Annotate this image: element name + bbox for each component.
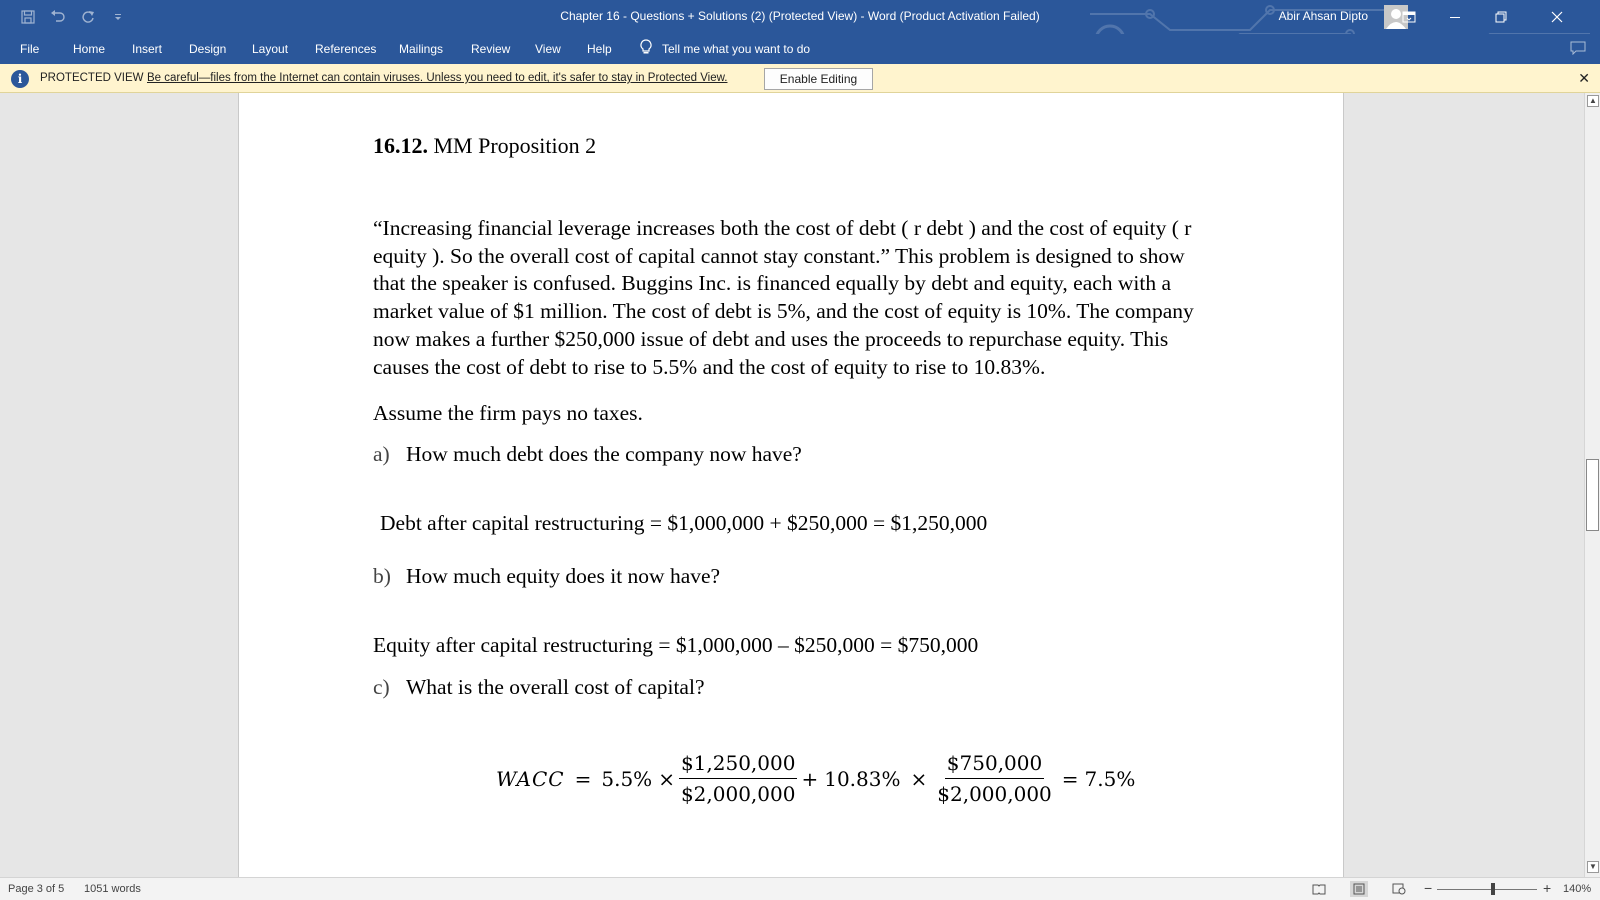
page-count[interactable]: Page 3 of 5 xyxy=(8,883,65,895)
close-protected-bar-icon[interactable]: ✕ xyxy=(1578,70,1590,86)
web-layout-icon[interactable] xyxy=(1390,881,1408,897)
user-name[interactable]: Abir Ahsan Dipto xyxy=(1278,9,1368,23)
enable-editing-button[interactable]: Enable Editing xyxy=(764,68,873,90)
protected-view-bar xyxy=(0,64,1600,93)
protected-view-label: PROTECTED VIEW xyxy=(40,72,144,84)
assumption-text: Assume the firm pays no taxes. xyxy=(373,401,643,425)
question-b-letter: b) xyxy=(373,564,391,588)
question-a xyxy=(373,442,802,467)
zoom-in-button[interactable]: + xyxy=(1543,880,1552,896)
question-b-text: How much equity does it now have? xyxy=(406,564,721,588)
document-title: Chapter 16 - Questions + Solutions (2) (Protected View) - Word (Product Activation Failed) xyxy=(560,9,1040,23)
tab-view[interactable]: View xyxy=(535,42,561,56)
tab-design[interactable]: Design xyxy=(189,42,227,56)
print-layout-icon[interactable] xyxy=(1350,881,1368,897)
zoom-slider-thumb[interactable] xyxy=(1491,883,1495,895)
status-bar xyxy=(0,877,1600,900)
formula-lhs: WACC xyxy=(496,766,565,791)
tab-layout[interactable]: Layout xyxy=(252,42,289,56)
question-a-text: How much debt does the company now have? xyxy=(406,442,802,466)
tab-review[interactable]: Review xyxy=(471,42,511,56)
question-c-text: What is the overall cost of capital? xyxy=(406,675,705,699)
protected-view-message-link[interactable]: Be careful—files from the Internet can contain viruses. Unless you need to edit, it's safer to stay in Protected View. xyxy=(147,72,728,84)
formula-times: × xyxy=(910,766,928,791)
fraction-denominator: $2,000,000 xyxy=(937,782,1052,806)
title-bar xyxy=(0,0,1600,34)
formula-cost-of-equity: 10.83% xyxy=(824,766,901,791)
section-heading xyxy=(373,133,596,159)
scroll-up-icon[interactable]: ▲ xyxy=(1587,95,1599,107)
ribbon-display-options-icon[interactable] xyxy=(1386,0,1432,34)
tab-references[interactable]: References xyxy=(315,42,377,56)
formula-plus: + xyxy=(801,766,819,791)
formula-times: × xyxy=(658,766,675,791)
heading-number: 16.12. xyxy=(373,133,428,158)
heading-text: MM Proposition 2 xyxy=(428,133,597,158)
read-mode-icon[interactable] xyxy=(1310,881,1328,897)
formula-equals: = xyxy=(1061,766,1079,791)
formula-result: 7.5% xyxy=(1084,766,1136,791)
vertical-scrollbar[interactable] xyxy=(1584,93,1600,877)
question-a-letter: a) xyxy=(373,442,390,466)
fraction-denominator: $2,000,000 xyxy=(680,782,796,806)
document-area xyxy=(0,93,1584,877)
tab-home[interactable]: Home xyxy=(73,42,106,56)
minimize-icon[interactable] xyxy=(1432,0,1478,34)
lightbulb-icon xyxy=(640,39,652,58)
tab-help[interactable]: Help xyxy=(587,42,612,56)
restore-icon[interactable] xyxy=(1478,0,1524,34)
formula-cost-of-debt: 5.5% xyxy=(601,766,653,791)
tab-mailings[interactable]: Mailings xyxy=(399,42,444,56)
word-count[interactable]: 1051 words xyxy=(84,883,141,895)
fraction-numerator: $1,250,000 xyxy=(679,751,798,779)
comments-icon[interactable] xyxy=(1570,41,1586,58)
zoom-slider-track[interactable] xyxy=(1437,889,1537,890)
scroll-down-icon[interactable]: ▼ xyxy=(1587,861,1599,873)
close-icon[interactable] xyxy=(1534,0,1580,34)
tab-file[interactable]: File xyxy=(20,42,40,56)
problem-paragraph: “Increasing financial leverage increases both the cost of debt ( r debt ) and the cost of equity ( r equity ). So the overall cost of capital cannot stay constant.” This problem is designed to show that the speaker is confused. Buggins Inc. is financed equally by debt and equity, each with a market value of $1 million. The cost of debt is 5%, and the cost of equity is 10%. The company now makes a further $250,000 issue of debt and uses the proceeds to repurchase equity. This causes the cost of debt to rise to 5.5% and the cost of equity to rise to 10.83%. xyxy=(373,216,1194,379)
answer-a: Debt after capital restructuring = $1,000,000 + $250,000 = $1,250,000 xyxy=(380,511,988,535)
formula-equals: = xyxy=(574,766,592,791)
ribbon-tabs xyxy=(0,34,1600,64)
question-c xyxy=(373,675,705,700)
wacc-formula xyxy=(496,751,1135,806)
debt-weight-fraction xyxy=(679,751,798,806)
question-b xyxy=(373,564,720,589)
zoom-level[interactable]: 140% xyxy=(1563,883,1592,895)
fraction-numerator: $750,000 xyxy=(945,751,1044,779)
info-shield-icon: i xyxy=(11,70,29,88)
answer-b: Equity after capital restructuring = $1,000,000 – $250,000 = $750,000 xyxy=(373,633,979,657)
tab-insert[interactable]: Insert xyxy=(132,42,163,56)
question-c-letter: c) xyxy=(373,675,390,699)
scroll-thumb[interactable] xyxy=(1586,459,1599,531)
equity-weight-fraction xyxy=(935,751,1054,806)
tell-me-label: Tell me what you want to do xyxy=(662,41,811,56)
zoom-out-button[interactable]: − xyxy=(1424,880,1433,896)
tell-me-box[interactable] xyxy=(640,39,810,58)
